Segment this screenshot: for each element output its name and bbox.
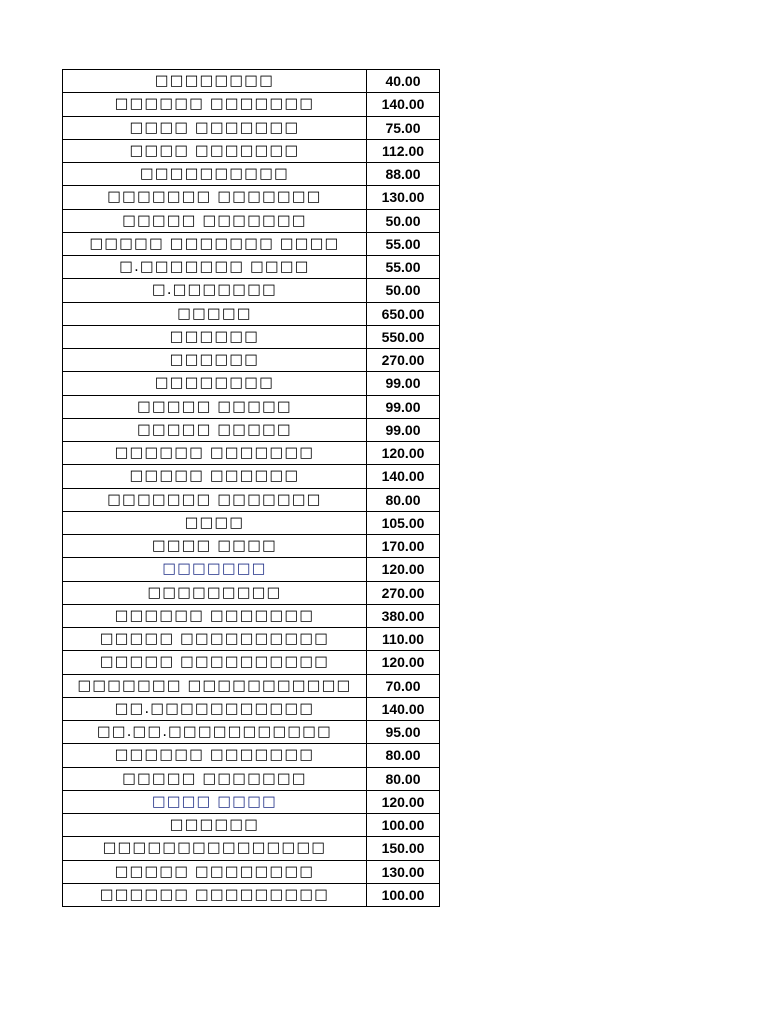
item-name-cell: □□□□□ □□□□□□ bbox=[63, 465, 367, 488]
item-name-cell: □.□□□□□□□ bbox=[63, 279, 367, 302]
item-price-cell: 140.00 bbox=[367, 93, 440, 116]
item-price-cell: 120.00 bbox=[367, 651, 440, 674]
table-row bbox=[63, 651, 440, 674]
item-price-cell: 55.00 bbox=[367, 256, 440, 279]
item-price-cell: 650.00 bbox=[367, 302, 440, 325]
table-row bbox=[63, 93, 440, 116]
item-name-cell: □□□□□□ □□□□□□□ bbox=[63, 604, 367, 627]
item-name-cell: □□□□□□□□□□□□□□□ bbox=[63, 837, 367, 860]
item-name-cell: □□□□□ □□□□□□□ □□□□ bbox=[63, 232, 367, 255]
item-price-cell: 80.00 bbox=[367, 767, 440, 790]
price-table-body bbox=[63, 70, 440, 907]
table-row bbox=[63, 279, 440, 302]
item-name-cell: □□□□□□ bbox=[63, 349, 367, 372]
table-row bbox=[63, 465, 440, 488]
item-name-cell: □□□□□ □□□□□□□ bbox=[63, 767, 367, 790]
item-price-cell: 99.00 bbox=[367, 395, 440, 418]
item-name-cell: □□□□ □□□□□□□ bbox=[63, 116, 367, 139]
table-row bbox=[63, 418, 440, 441]
item-price-cell: 130.00 bbox=[367, 186, 440, 209]
item-price-cell: 70.00 bbox=[367, 674, 440, 697]
table-row bbox=[63, 697, 440, 720]
item-name-cell: □□□□□□ □□□□□□□□□ bbox=[63, 883, 367, 906]
item-price-cell: 170.00 bbox=[367, 535, 440, 558]
table-row bbox=[63, 790, 440, 813]
item-name-cell: □□□□□□ □□□□□□□ bbox=[63, 93, 367, 116]
item-price-cell: 50.00 bbox=[367, 279, 440, 302]
table-row bbox=[63, 395, 440, 418]
item-name-cell: □□□□□□□ □□□□□□□ bbox=[63, 186, 367, 209]
item-price-cell: 130.00 bbox=[367, 860, 440, 883]
table-row bbox=[63, 372, 440, 395]
item-name-cell: □□□□□□□□ bbox=[63, 372, 367, 395]
item-name-cell: □□□□□□ bbox=[63, 814, 367, 837]
table-row bbox=[63, 674, 440, 697]
item-name-cell: □□□□□□□ □□□□□□□□□□□ bbox=[63, 674, 367, 697]
item-price-cell: 380.00 bbox=[367, 604, 440, 627]
item-name-cell: □□□□□□ □□□□□□□ bbox=[63, 744, 367, 767]
item-price-cell: 40.00 bbox=[367, 70, 440, 93]
item-price-cell: 55.00 bbox=[367, 232, 440, 255]
item-name-cell: □□□□ □□□□ bbox=[63, 535, 367, 558]
table-row bbox=[63, 767, 440, 790]
item-name-cell: □.□□□□□□□ □□□□ bbox=[63, 256, 367, 279]
item-price-cell: 80.00 bbox=[367, 744, 440, 767]
table-row bbox=[63, 535, 440, 558]
item-price-cell: 120.00 bbox=[367, 558, 440, 581]
item-price-cell: 88.00 bbox=[367, 163, 440, 186]
item-price-cell: 140.00 bbox=[367, 697, 440, 720]
item-name-link[interactable]: □□□□□□□ bbox=[63, 558, 367, 581]
item-name-cell: □□□□□□ □□□□□□□ bbox=[63, 442, 367, 465]
item-price-cell: 99.00 bbox=[367, 418, 440, 441]
table-row bbox=[63, 721, 440, 744]
item-name-cell: □□□□□ □□□□□ bbox=[63, 418, 367, 441]
item-price-cell: 120.00 bbox=[367, 790, 440, 813]
item-price-cell: 270.00 bbox=[367, 349, 440, 372]
item-price-cell: 110.00 bbox=[367, 628, 440, 651]
table-row bbox=[63, 628, 440, 651]
item-price-cell: 100.00 bbox=[367, 814, 440, 837]
item-name-cell: □□□□□□□ □□□□□□□ bbox=[63, 488, 367, 511]
table-row bbox=[63, 581, 440, 604]
price-table bbox=[62, 69, 440, 907]
item-price-cell: 140.00 bbox=[367, 465, 440, 488]
item-price-cell: 550.00 bbox=[367, 325, 440, 348]
item-price-cell: 95.00 bbox=[367, 721, 440, 744]
table-row bbox=[63, 349, 440, 372]
item-price-cell: 99.00 bbox=[367, 372, 440, 395]
table-row bbox=[63, 814, 440, 837]
item-name-cell: □□□□□ bbox=[63, 302, 367, 325]
table-row bbox=[63, 442, 440, 465]
item-price-cell: 150.00 bbox=[367, 837, 440, 860]
item-name-cell: □□.□□.□□□□□□□□□□□ bbox=[63, 721, 367, 744]
item-name-cell: □□□□ bbox=[63, 511, 367, 534]
table-row bbox=[63, 139, 440, 162]
item-name-cell: □□□□□□□□□ bbox=[63, 581, 367, 604]
item-name-cell: □□□□ □□□□□□□ bbox=[63, 139, 367, 162]
table-row bbox=[63, 860, 440, 883]
item-name-cell: □□.□□□□□□□□□□□ bbox=[63, 697, 367, 720]
item-name-cell: □□□□□ □□□□□□□□□□ bbox=[63, 628, 367, 651]
table-row bbox=[63, 70, 440, 93]
item-price-cell: 100.00 bbox=[367, 883, 440, 906]
table-row bbox=[63, 163, 440, 186]
item-name-cell: □□□□□ □□□□□ bbox=[63, 395, 367, 418]
item-price-cell: 50.00 bbox=[367, 209, 440, 232]
table-row bbox=[63, 488, 440, 511]
item-name-cell: □□□□□ □□□□□□□□□□ bbox=[63, 651, 367, 674]
item-price-cell: 80.00 bbox=[367, 488, 440, 511]
item-price-cell: 120.00 bbox=[367, 442, 440, 465]
item-name-cell: □□□□□□ bbox=[63, 325, 367, 348]
item-price-cell: 112.00 bbox=[367, 139, 440, 162]
item-name-cell: □□□□□□□□ bbox=[63, 70, 367, 93]
item-name-link[interactable]: □□□□ □□□□ bbox=[63, 790, 367, 813]
table-row bbox=[63, 209, 440, 232]
table-row bbox=[63, 116, 440, 139]
table-row bbox=[63, 837, 440, 860]
item-name-cell: □□□□□□□□□□ bbox=[63, 163, 367, 186]
item-name-cell: □□□□□ □□□□□□□ bbox=[63, 209, 367, 232]
table-row bbox=[63, 302, 440, 325]
table-row bbox=[63, 883, 440, 906]
table-row bbox=[63, 604, 440, 627]
table-row bbox=[63, 325, 440, 348]
item-price-cell: 105.00 bbox=[367, 511, 440, 534]
table-row bbox=[63, 232, 440, 255]
table-row bbox=[63, 744, 440, 767]
item-price-cell: 75.00 bbox=[367, 116, 440, 139]
table-row bbox=[63, 558, 440, 581]
item-name-cell: □□□□□ □□□□□□□□ bbox=[63, 860, 367, 883]
item-price-cell: 270.00 bbox=[367, 581, 440, 604]
table-row bbox=[63, 511, 440, 534]
table-row bbox=[63, 186, 440, 209]
table-row bbox=[63, 256, 440, 279]
